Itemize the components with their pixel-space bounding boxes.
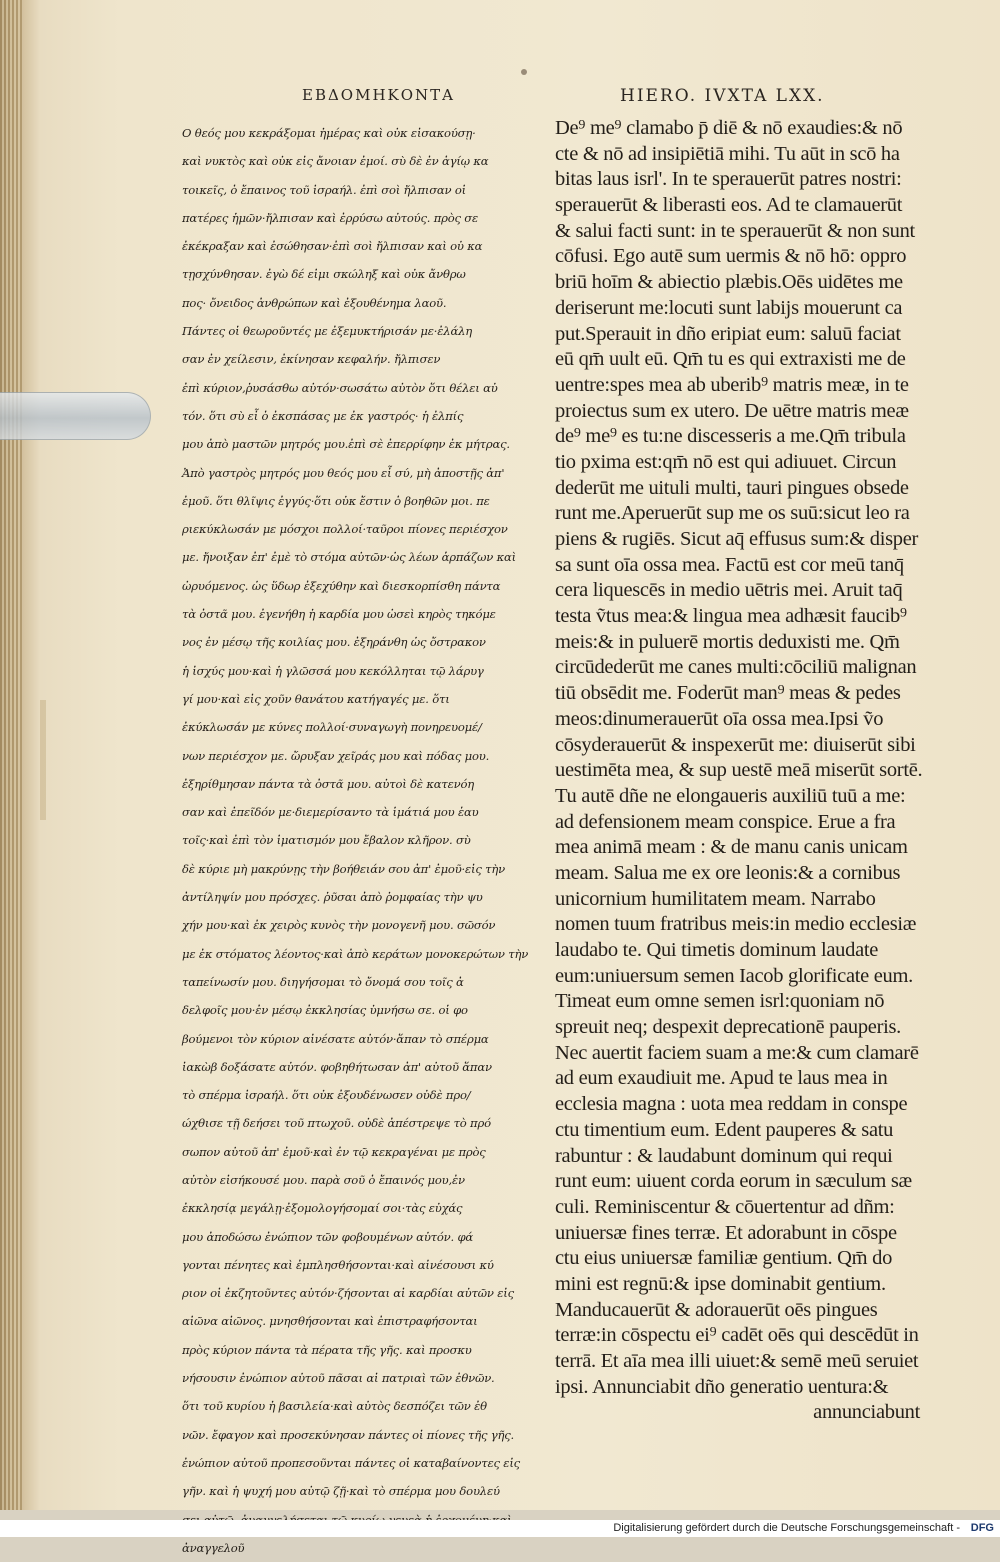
text-line: σαν καὶ ἐπεῖδόν με·διεμερίσαντο τὰ ἱμάτιά μου ἑαυ: [182, 805, 479, 820]
text-line: meis:& in puluerē mortis deduxisti me. Qm̄: [555, 630, 900, 653]
text-line: meos:dinumerauerūt oīa ossa mea.Ipsi ṽo: [555, 707, 884, 730]
text-line: καὶ νυκτὸς καὶ οὐκ εἰς ἄνοιαν ἐμοί. σὺ δὲ ἐν ἁγίῳ κα: [182, 154, 489, 169]
text-line: eū qm̄ uult eū. Qm̄ tu es qui extraxisti me de: [555, 348, 906, 371]
text-line: Ο θεός μου κεκράξομαι ἡμέρας καὶ οὐκ εἰσακούσῃ·: [182, 126, 476, 140]
dfg-logo: DFG: [970, 1522, 994, 1534]
text-line: ἐπὶ κύριον,ῥυσάσθω αὐτόν·σωσάτω αὐτὸν ὅτι θέλει αὐ: [182, 380, 498, 395]
text-line: eum:uniuersum semen Iacob glorificate eum.: [555, 964, 913, 987]
text-line: tio pxima est:qm̄ nō est qui adiuuet. Circun: [555, 450, 897, 473]
text-line: ἰακὼβ δοξάσατε αὐτόν. φοβηθήτωσαν ἀπ' αὐτοῦ ἅπαν: [182, 1059, 492, 1074]
text-line: terræ:in cōspectu ei⁹ cadēt oēs qui descēdūt in: [555, 1324, 919, 1347]
text-line: cera liquescēs in medio uētris mei. Aruit taq̄: [555, 579, 903, 602]
text-line: πατέρες ἡμῶν·ἤλπισαν καὶ ἐρρύσω αὐτούς. πρὸς σε: [182, 210, 479, 225]
text-line: δὲ κύριε μὴ μακρύνῃς τὴν βοήθειάν σου ἀπ' ἐμοῦ·εἰς τὴν: [182, 861, 505, 876]
text-line: put.Sperauit in dño eripiat eum: saluū faciat: [555, 322, 901, 345]
text-line: ecclesia magna : uota mea reddam in conspe: [555, 1093, 908, 1116]
text-line: αὐτὸν εἰσήκουσέ μου. παρὰ σοῦ ὁ ἔπαινός μου,ἐν: [182, 1172, 465, 1187]
text-line: με. ἤνοιξαν ἐπ' ἐμὲ τὸ στόμα αὐτῶν·ὡς λέων ἁρπάζων καὶ: [182, 550, 517, 565]
text-line: ὠρυόμενος. ὡς ὕδωρ ἐξεχύθην καὶ διεσκορπίσθη πάντα: [182, 578, 501, 593]
text-line: Tu autē dñe ne elongaueris auxiliū tuū a me:: [555, 784, 906, 807]
text-line: ad eum exaudiuit me. Apud te laus mea in: [555, 1067, 888, 1090]
greek-column-heading: ΕΒΔΟΜΗΚΟΝΤΑ: [302, 86, 456, 104]
text-line: πος· ὄνειδος ἀνθρώπων καὶ ἐξουθένημα λαοῦ.: [182, 295, 447, 310]
text-line: & salui facti sunt: in te sperauerūt & non sunt: [555, 219, 915, 242]
text-line: circūdederūt me canes multi:cōciliū malignan: [555, 656, 917, 679]
text-line: rabuntur : & laudabunt dominum qui requi: [555, 1144, 893, 1167]
text-line: cte & nō ad insipiētiā mihi. Tu aūt in scō ha: [555, 142, 900, 165]
text-line: ἀντίληψίν μου πρόσχες. ῥῦσαι ἀπὸ ῥομφαίας τὴν ψυ: [182, 890, 483, 905]
text-line: γονται πένητες καὶ ἐμπλησθήσονται·καὶ αἰνέσουσι κύ: [182, 1257, 494, 1272]
text-line: σαν ἐν χείλεσιν, ἐκίνησαν κεφαλήν. ἤλπισεν: [182, 352, 441, 367]
text-line: νος ἐν μέσῳ τῆς κοιλίας μου. ἐξηράνθη ὡς ὄστρακον: [182, 635, 486, 650]
text-line: laudabo te. Qui timetis dominum laudate: [555, 939, 879, 961]
text-line: bitas laus isrl'. In te sperauerūt patres nostri:: [555, 168, 902, 191]
text-line: nomen tuum fratribus meis:in medio ecclesiæ: [555, 913, 917, 936]
text-line: Πάντες οἱ θεωροῦντές με ἐξεμυκτήρισάν με·ἐλάλη: [182, 324, 472, 339]
page-mark: [521, 69, 527, 75]
text-line: νήσουσιν ἐνώπιον αὐτοῦ πᾶσαι αἱ πατριαὶ τῶν ἐθνῶν.: [182, 1371, 495, 1386]
text-line: γῆν. καὶ ἡ ψυχή μου αὐτῷ ζῇ·καὶ τὸ σπέρμα μου δουλεύ: [182, 1484, 500, 1499]
text-line: ἐμοῦ. ὅτι θλῖψις ἐγγύς·ὅτι οὐκ ἔστιν ὁ βοηθῶν μοι. πε: [182, 493, 490, 508]
text-line: ctu timentium eum. Edent pauperes & satu: [555, 1118, 894, 1141]
text-line: spreuit neq; despexit deprecationē pauperis.: [555, 1016, 901, 1039]
text-line: ἀναγγελοῦ: [182, 1540, 245, 1555]
text-line: ὅτι τοῦ κυρίου ἡ βασιλεία·καὶ αὐτὸς δεσπόζει τῶν ἐθ: [182, 1399, 487, 1414]
text-line: briū hoīm & abiectio plæbis.Oēs uidētes me: [555, 271, 903, 294]
text-line: ad defensionem meam conspice. Erue a fra: [555, 810, 896, 833]
text-line: runt me.Aperuerūt sup me os suū:sicut leo ra: [555, 502, 910, 525]
latin-column-heading: HIERO. IVXTA LXX.: [620, 86, 825, 106]
text-line: χήν μου·καὶ ἐκ χειρὸς κυνὸς τὴν μονογενῆ μου. σῶσόν: [182, 918, 496, 933]
text-line: τὸ σπέρμα ἰσραήλ. ὅτι οὐκ ἐξουδένωσεν οὐδὲ προ/: [182, 1088, 471, 1103]
text-line: ώχθισε τῇ δεήσει τοῦ πτωχοῦ. οὐδὲ ἀπέστρεψε τὸ πρό: [182, 1116, 491, 1131]
text-line: testa ṽtus mea:& lingua mea adhæsit faucib⁹: [555, 605, 907, 628]
text-line: de⁹ me⁹ es tu:ne discesseris a me.Qm̄ tribula: [555, 425, 906, 448]
text-line: unicornium humilitatem meam. Narrabo: [555, 887, 876, 910]
text-line: μου ἀποδώσω ἐνώπιον τῶν φοβουμένων αὐτόν. φά: [182, 1229, 474, 1244]
text-line: culi. Reminiscentur & cōuertentur ad dñm:: [555, 1195, 895, 1218]
text-line: ταπείνωσίν μου. διηγήσομαι τὸ ὄνομά σου τοῖς ἀ: [182, 974, 464, 989]
text-line: τοῖς·καὶ ἐπὶ τὸν ἱματισμόν μου ἔβαλον κλῆρον. σὺ: [182, 833, 471, 848]
text-line: τοικεῖς, ὁ ἔπαινος τοῦ ἰσραήλ. ἐπὶ σοὶ ἤλπισαν οἱ: [182, 182, 467, 197]
text-line: ριον οἱ ἐκζητοῦντες αὐτόν·ζήσονται αἱ καρδίαι αὐτῶν εἰς: [182, 1286, 514, 1301]
text-line: ipsi. Annunciabit dño generatio uentura:&: [555, 1375, 889, 1398]
text-line: Manducauerūt & adorauerūt oēs pingues: [555, 1298, 878, 1321]
text-line: αἰῶνα αἰῶνος. μνησθήσονται καὶ ἐπιστραφήσονται: [182, 1314, 478, 1329]
text-line: proiectus sum ex utero. De uētre matris meæ: [555, 399, 909, 422]
text-line: piens & rugiēs. Sicut aq̄ effusus sum:& disper: [555, 528, 919, 550]
funding-credit: Digitalisierung gefördert durch die Deutsche Forschungsgemeinschaft -: [613, 1522, 960, 1534]
text-line: τόν. ὅτι σὺ εἶ ὁ ἐκσπάσας με ἐκ γαστρός· ἡ ἐλπίς: [182, 408, 464, 423]
text-line: cōsyderauerūt & inspexerūt me: diuiserūt sibi: [555, 733, 916, 756]
text-line: βούμενοι τὸν κύριον αἰνέσατε αὐτόν·ἅπαν τὸ σπέρμα: [182, 1031, 489, 1046]
text-line: ριεκύκλωσάν με μόσχοι πολλοί·ταῦροι πίονες περιέσχον: [182, 522, 508, 537]
latin-text-column: [555, 116, 922, 1426]
text-line: νῶν. ἔφαγον καὶ προσεκύνησαν πάντες οἱ πίονες τῆς γῆς.: [182, 1427, 514, 1442]
page-stain: [40, 700, 46, 820]
text-line: uentre:spes mea ab uberib⁹ matris meæ, in te: [555, 373, 909, 396]
text-line: ἐκκλησίᾳ μεγάλῃ·ἐξομολογήσομαί σοι·τὰς εὐχάς: [182, 1201, 463, 1216]
text-line: Nec auertit faciem suam a me:& cum clamarē: [555, 1041, 919, 1064]
text-line: Timeat eum omne semen isrl:quoniam nō: [555, 990, 885, 1013]
text-line: cōfusi. Ego autē sum uermis & nō hō: oppro: [555, 245, 907, 268]
text-line: μου ἀπὸ μαστῶν μητρός μου.ἐπὶ σὲ ἐπερρίφην ἐκ μήτρας.: [182, 437, 510, 452]
text-line: ctu eius uniuersæ familiæ gentium. Qm̄ do: [555, 1247, 893, 1270]
text-line: πρὸς κύριον πάντα τὰ πέρατα τῆς γῆς. καὶ προσκυ: [182, 1342, 472, 1357]
text-line: De⁹ me⁹ clamabo p̄ diē & nō exaudies:& nō: [555, 117, 903, 139]
text-line: tiū obsēdit me. Foderūt man⁹ meas & pedes: [555, 682, 901, 705]
text-line: ἐκέκραξαν καὶ ἐσώθησαν·ἐπὶ σοὶ ἤλπισαν καὶ οὐ κα: [182, 239, 483, 254]
text-line: annunciabunt: [813, 1401, 920, 1424]
text-line: Ἀπὸ γαστρὸς μητρός μου θεός μου εἶ σύ, μὴ ἀποστῇς ἀπ': [182, 465, 505, 480]
text-line: runt eum: uiuent corda eorum in sæculum sæ: [555, 1170, 912, 1193]
text-line: ἐξηρίθμησαν πάντα τὰ ὀστᾶ μου. αὐτοὶ δὲ κατενόη: [182, 776, 474, 791]
text-line: δελφοῖς μου·ἐν μέσῳ ἐκκλησίας ὑμνήσω σε. οἱ φο: [182, 1003, 468, 1018]
greek-text-column: [182, 119, 528, 1562]
text-line: ἡ ἰσχύς μου·καὶ ἡ γλῶσσά μου κεκόλληται τῷ λάρυγ: [182, 663, 484, 678]
text-line: σωπον αὐτοῦ ἀπ' ἐμοῦ·καὶ ἐν τῷ κεκραγέναι με πρὸς: [182, 1144, 486, 1159]
text-line: mea animā meam : & de manu canis unicam: [555, 836, 908, 859]
paper-clip: [0, 392, 151, 440]
text-line: uestimēta mea, & sup uestē meā miserūt sortē.: [555, 759, 923, 782]
book-gutter: [0, 0, 22, 1510]
text-line: terrā. Et aīa mea illi uiuet:& semē meū seruiet: [555, 1350, 919, 1372]
text-line: γί μου·καὶ εἰς χοῦν θανάτου κατήγαγές με. ὅτι: [182, 691, 450, 706]
digitization-footer: [0, 1520, 1000, 1537]
text-line: ἐκύκλωσάν με κύνες πολλοί·συναγωγὴ πονηρευομέ/: [182, 720, 482, 735]
text-line: meam. Salua me ex ore leonis:& a cornibus: [555, 861, 901, 884]
text-line: τῃσχύνθησαν. ἐγὼ δέ εἰμι σκώληξ καὶ οὐκ ἄνθρω: [182, 267, 466, 282]
text-line: ἐνώπιον αὐτοῦ προπεσοῦνται πάντες οἱ καταβαίνοντες εἰς: [182, 1455, 520, 1470]
text-line: τὰ ὀστᾶ μου. ἐγενήθη ἡ καρδία μου ὡσεὶ κηρὸς τηκόμε: [182, 607, 496, 622]
text-line: mini est regnū:& ipse dominabit gentium.: [555, 1272, 886, 1295]
text-line: dederūt me uituli multi, tauri pingues obsede: [555, 476, 909, 499]
text-line: uniuersæ fines terræ. Et adorabunt in cōspe: [555, 1221, 897, 1244]
text-line: με ἐκ στόματος λέοντος·καὶ ἀπὸ κεράτων μονοκερώτων τὴν: [182, 946, 529, 961]
text-line: sperauerūt & liberasti eos. Ad te clamauerūt: [555, 194, 903, 217]
text-line: deriserunt me:locuti sunt labijs mouerunt ca: [555, 296, 903, 319]
text-line: νων περιέσχον με. ὤρυξαν χεῖράς μου καὶ πόδας μου.: [182, 748, 490, 763]
text-line: sa sunt oīa ossa mea. Factū est cor meū tanq̄: [555, 553, 904, 576]
